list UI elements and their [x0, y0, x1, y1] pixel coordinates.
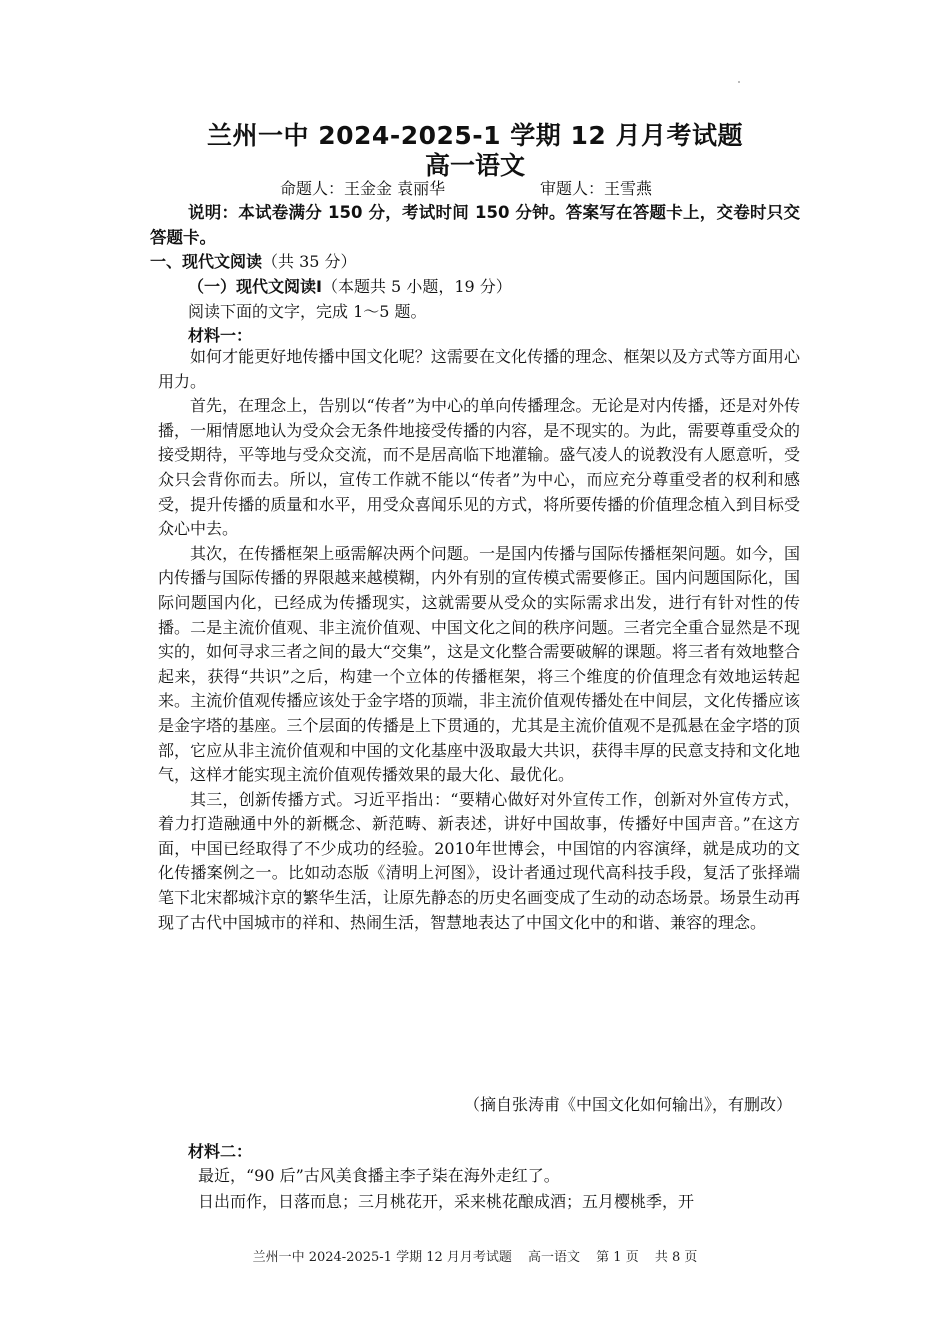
reading-instruction: 阅读下面的文字，完成 1～5 题。 — [188, 302, 427, 321]
subsection-detail: （本题共 5 小题，19 分） — [321, 277, 512, 296]
paragraph: 首先，在理念上，告别以“传者”为中心的单向传播理念。无论是对内传播，还是对外传播，一厢情愿地认为受众会无条件地接受传播的内容，是不现实的。为此，需要尊重受众的接受期待，平等地与受众交流，而不是居高临下地灌输。盛气凌人的说教没有人愿意听，受众只会背你而去。所以，宣传工作就不能以“传者”为中心，而应充分尊重受者的权利和感受，提升传播的质量和水平，用受众喜闻乐见的方式，将所要传播的价值理念植入到目标受众心中去。 — [158, 396, 800, 539]
section-title: 一、现代文阅读 — [150, 252, 263, 271]
text-line: 最近，“90 后”古风美食播主李子柒在海外走红了。 — [198, 1166, 560, 1185]
footer-subject: 高一语文 — [528, 1250, 581, 1265]
text-line: 日出而作，日落而息；三月桃花开，采来桃花酿成酒；五月樱桃季，开 — [198, 1191, 695, 1211]
paragraph: 其次，在传播框架上亟需解决两个问题。一是国内传播与国际传播框架问题。如今，国内传播与国际传播的界限越来越模糊，内外有别的宣传模式需要修正。国内问题国际化，国际问题国内化，已经成为传播现实，这就需要从受众的实际需求出发，进行有针对性的传播。二是主流价值观、非主流价值观、中国文化之间的秩序问题。三者完全重合显然是不现实的，如何寻求三者之间的最大“交集”，这是文化整合需要破解的课题。将三者有效地整合起来，获得“共识”之后，构建一个立体的传播框架，将三个维度的价值理念有效地运转起来。主流价值观传播应该处于金字塔的顶端，非主流价值观传播处在中间层，文化传播应该是金字塔的基座。三个层面的传播是上下贯通的，尤其是主流价值观不是孤悬在金字塔的顶部，它应从非主流价值观和中国的文化基座中汲取最大共识，获得丰厚的民意支持和文化地气，这样才能实现主流价值观传播效果的最大化、最优化。 — [158, 543, 800, 785]
paragraph: 其三，创新传播方式。习近平指出：“要精心做好对外宣传工作，创新对外宣传方式，着力打造融通中外的新概念、新范畴、新表述，讲好中国故事，传播好中国声音。”在这方面，中国已经取得了不少成功的经验。2010年世博会，中国馆的内容演绎，就是成功的文化传播案例之一。比如动态版《清明上河图》，设计者通过现代高科技手段，复活了张择端笔下北宋都城汴京的繁华生活，让原先静态的历史名画变成了生动的动态场景。场景生动再现了古代中国城市的祥和、热闹生活，智慧地表达了中国文化中的和谐、兼容的理念。 — [158, 789, 800, 932]
material2-label: 材料二： — [188, 1142, 253, 1161]
footer-exam: 兰州一中 2024-2025-1 学期 12 月月考试题 — [252, 1250, 512, 1265]
subsection-title: （一）现代文阅读Ⅰ — [188, 277, 322, 296]
footer-page: 第 1 页 — [596, 1250, 639, 1265]
footer-total: 共 8 页 — [654, 1250, 698, 1265]
reviewer: 审题人：王雪燕 — [540, 179, 653, 198]
scan-speck — [738, 81, 740, 83]
section-heading — [150, 249, 357, 272]
exam-note: 说明：本试卷满分 150 分，考试时间 150 分钟。答案写在答题卡上，交卷时只交答题卡。 — [150, 203, 800, 247]
material1-label: 材料一： — [188, 326, 253, 345]
exam-title: 兰州一中 2024-2025-1 学期 12 月月考试题 — [207, 121, 743, 150]
authors: 命题人：王金金 袁丽华 — [280, 179, 446, 198]
material2-text — [198, 1163, 800, 1214]
section-score: （共 35 分） — [262, 252, 357, 271]
material1-text — [158, 345, 800, 935]
material1-source: （摘自张涛甫《中国文化如何输出》，有删改） — [463, 1095, 792, 1114]
page-footer — [0, 1246, 950, 1265]
subject-title: 高一语文 — [424, 151, 525, 180]
paragraph: 如何才能更好地传播中国文化呢？这需要在文化传播的理念、框架以及方式等方面用心用力。 — [158, 347, 800, 391]
subsection-heading — [188, 274, 512, 297]
